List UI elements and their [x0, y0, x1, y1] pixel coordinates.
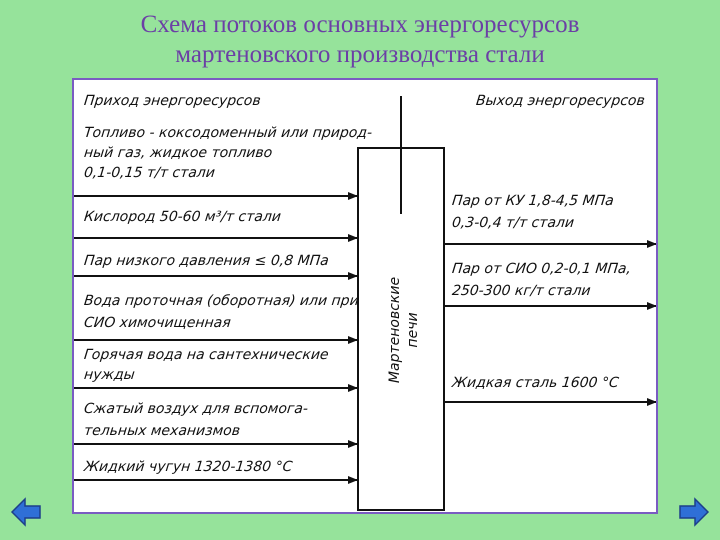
furnace-label — [386, 255, 426, 405]
input-oxygen-line-1: Кислород 50-60 м³/т стали — [83, 209, 282, 225]
output-steam-ku-line-2: 0,3-0,4 т/т стали — [451, 215, 575, 231]
furnace-label-line-2: печи — [405, 312, 421, 348]
input-hot-water-line-2: нужды — [83, 367, 136, 383]
input-air-line-1: Сжатый воздух для вспомога- — [83, 401, 309, 417]
arrow-right-icon — [678, 496, 710, 528]
furnace-label-line-1: Мартеновские — [387, 276, 403, 384]
input-pig-iron-line-1: Жидкий чугун 1320-1380 °С — [83, 459, 294, 475]
output-liquid-steel-line-1: Жидкая сталь 1600 °С — [451, 375, 620, 391]
input-hot-water-line-1: Горячая вода на сантехнические — [83, 347, 330, 363]
output-steam-sio-line-2: 250-300 кг/т стали — [451, 283, 592, 299]
output-steam-sio-line-1: Пар от СИО 0,2-0,1 МПа, — [451, 261, 632, 277]
scanned-diagram — [72, 78, 658, 514]
arrow-left-icon — [10, 496, 42, 528]
output-steam-ku-line-1: Пар от КУ 1,8-4,5 МПа — [451, 193, 615, 209]
input-fuel-line-1: Топливо - коксодоменный или природ- — [83, 125, 373, 141]
title-line-1: Схема потоков основных энергоресурсов — [140, 11, 580, 38]
input-air-line-2: тельных механизмов — [83, 423, 241, 439]
prev-slide-button[interactable] — [10, 496, 42, 528]
input-fuel-line-3: 0,1-0,15 т/т стали — [83, 165, 216, 181]
next-slide-button[interactable] — [678, 496, 710, 528]
output-header: Выход энергоресурсов — [475, 93, 646, 109]
input-steam-line-1: Пар низкого давления ≤ 0,8 МПа — [83, 253, 330, 269]
input-water-line-1: Вода проточная (оборотная) или при — [83, 293, 360, 309]
title-line-2: мартеновского производства стали — [175, 41, 545, 68]
slide-title — [0, 10, 720, 70]
input-header: Приход энергоресурсов — [83, 93, 262, 109]
input-water-line-2: СИО химочищенная — [83, 315, 232, 331]
input-fuel-line-2: ный газ, жидкое топливо — [83, 145, 274, 161]
